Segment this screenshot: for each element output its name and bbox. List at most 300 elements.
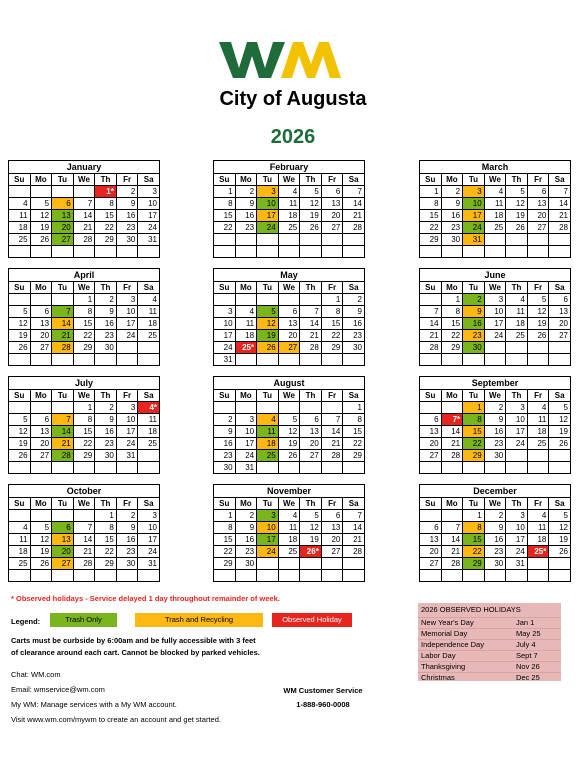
day-cell: 20	[30, 330, 52, 342]
day-cell: 16	[235, 210, 257, 222]
day-cell: 31	[463, 234, 485, 246]
day-cell: 29	[214, 558, 236, 570]
customer-service-label: WM Customer Service	[283, 686, 363, 695]
day-cell: 13	[52, 210, 74, 222]
day-cell: 2	[95, 402, 117, 414]
visit-line: Visit www.wm.com/mywm to create an account and get started.	[11, 715, 221, 724]
weekday-header: Su	[9, 498, 31, 510]
day-cell: 26	[9, 342, 31, 354]
empty-cell	[9, 246, 31, 258]
weekday-header: Mo	[441, 498, 463, 510]
weekday-header: Tu	[463, 390, 485, 402]
day-cell: 12	[300, 522, 322, 534]
holiday-date: July 4	[516, 640, 536, 649]
day-cell: 3	[214, 306, 236, 318]
day-cell: 4	[9, 198, 31, 210]
day-cell: 7	[300, 306, 322, 318]
empty-cell	[441, 402, 463, 414]
empty-cell	[116, 570, 138, 582]
holiday-name: Labor Day	[421, 651, 456, 660]
day-cell: 31	[116, 450, 138, 462]
day-cell: 3	[138, 186, 160, 198]
empty-cell	[343, 462, 365, 474]
day-cell: 17	[235, 438, 257, 450]
day-cell: 19	[9, 438, 31, 450]
day-cell: 10	[484, 306, 506, 318]
holiday-name: Memorial Day	[421, 629, 468, 638]
empty-cell	[420, 246, 442, 258]
weekday-header: Tu	[52, 174, 74, 186]
day-cell: 21	[343, 210, 365, 222]
day-cell: 4	[278, 186, 300, 198]
day-cell: 23	[116, 222, 138, 234]
day-cell: 16	[116, 534, 138, 546]
day-cell: 14	[300, 318, 322, 330]
month-name: July	[8, 376, 160, 389]
empty-cell	[52, 246, 74, 258]
empty-cell	[73, 510, 95, 522]
day-cell: 9	[484, 522, 506, 534]
weekday-header: Fr	[527, 390, 549, 402]
weekday-header: Mo	[30, 390, 52, 402]
empty-cell	[95, 462, 117, 474]
empty-cell	[506, 570, 528, 582]
empty-cell	[300, 354, 322, 366]
empty-cell	[343, 354, 365, 366]
weekday-header: Sa	[549, 174, 571, 186]
legend-recycling: Trash and Recycling	[135, 613, 263, 627]
day-cell: 12	[30, 210, 52, 222]
day-cell: 20	[420, 546, 442, 558]
empty-cell	[441, 462, 463, 474]
day-cell: 8	[73, 414, 95, 426]
weekday-header: Su	[420, 498, 442, 510]
day-cell: 1	[73, 402, 95, 414]
weekday-header: Sa	[343, 390, 365, 402]
empty-cell	[257, 246, 279, 258]
day-cell: 25*	[527, 546, 549, 558]
weekday-header: Mo	[235, 498, 257, 510]
day-cell: 21	[73, 546, 95, 558]
empty-cell	[343, 558, 365, 570]
day-cell: 4	[138, 294, 160, 306]
weekday-header: Th	[95, 174, 117, 186]
empty-cell	[506, 342, 528, 354]
day-cell: 15	[321, 318, 343, 330]
month-march	[419, 160, 571, 258]
empty-cell	[527, 246, 549, 258]
day-cell: 27	[321, 222, 343, 234]
weekday-header: Sa	[138, 174, 160, 186]
day-cell: 1	[420, 186, 442, 198]
day-cell: 27	[420, 558, 442, 570]
empty-cell	[484, 234, 506, 246]
day-cell: 21	[321, 438, 343, 450]
weekday-header: Su	[9, 282, 31, 294]
day-cell: 25	[9, 558, 31, 570]
weekday-header: Sa	[343, 174, 365, 186]
empty-cell	[52, 402, 74, 414]
day-cell: 3	[463, 186, 485, 198]
empty-cell	[214, 246, 236, 258]
day-cell: 7	[52, 414, 74, 426]
curbside-line-2: of clearance around each cart. Cannot be blocked by parked vehicles.	[11, 648, 260, 657]
day-cell: 29	[321, 342, 343, 354]
day-cell: 30	[441, 234, 463, 246]
day-cell: 30	[463, 342, 485, 354]
empty-cell	[30, 402, 52, 414]
day-cell: 7	[549, 186, 571, 198]
day-cell: 19	[549, 426, 571, 438]
day-cell: 10	[463, 198, 485, 210]
day-cell: 6	[52, 198, 74, 210]
weekday-header: We	[73, 390, 95, 402]
day-cell: 22	[214, 222, 236, 234]
day-cell: 19	[527, 318, 549, 330]
day-cell: 23	[235, 546, 257, 558]
day-cell: 23	[484, 438, 506, 450]
day-cell: 20	[549, 318, 571, 330]
day-cell: 28	[73, 234, 95, 246]
weekday-header: Th	[506, 174, 528, 186]
weekday-header: Th	[506, 282, 528, 294]
weekday-header: Su	[214, 390, 236, 402]
empty-cell	[116, 246, 138, 258]
day-cell: 2	[463, 294, 485, 306]
day-cell: 7	[52, 306, 74, 318]
day-cell: 22	[214, 546, 236, 558]
empty-cell	[95, 354, 117, 366]
empty-cell	[463, 462, 485, 474]
day-cell: 14	[549, 198, 571, 210]
day-cell: 5	[30, 522, 52, 534]
empty-cell	[321, 558, 343, 570]
day-cell: 22	[73, 330, 95, 342]
month-june	[419, 268, 571, 366]
weekday-header: Tu	[463, 282, 485, 294]
day-cell: 22	[441, 330, 463, 342]
day-cell: 26	[549, 438, 571, 450]
day-cell: 8	[420, 198, 442, 210]
day-cell: 28	[420, 342, 442, 354]
day-cell: 5	[527, 294, 549, 306]
day-cell: 18	[527, 426, 549, 438]
day-cell: 6	[278, 306, 300, 318]
day-cell: 31	[506, 558, 528, 570]
day-cell: 18	[527, 534, 549, 546]
day-cell: 20	[321, 210, 343, 222]
day-cell: 30	[235, 558, 257, 570]
empty-cell	[235, 570, 257, 582]
month-name: November	[213, 484, 365, 497]
day-cell: 5	[506, 186, 528, 198]
empty-cell	[484, 246, 506, 258]
day-cell: 15	[463, 534, 485, 546]
day-cell: 27	[30, 342, 52, 354]
weekday-header: Th	[300, 498, 322, 510]
day-cell: 1	[73, 294, 95, 306]
day-cell: 9	[95, 306, 117, 318]
day-cell: 26	[257, 342, 279, 354]
empty-cell	[441, 246, 463, 258]
day-cell: 17	[506, 534, 528, 546]
weekday-header: Tu	[52, 282, 74, 294]
empty-cell	[527, 462, 549, 474]
day-cell: 29	[95, 558, 117, 570]
day-cell: 1	[463, 402, 485, 414]
day-cell: 14	[73, 534, 95, 546]
weekday-header: Mo	[235, 174, 257, 186]
day-cell: 25	[484, 222, 506, 234]
day-cell: 23	[343, 330, 365, 342]
empty-cell	[321, 246, 343, 258]
day-cell: 13	[549, 306, 571, 318]
day-cell: 16	[441, 210, 463, 222]
empty-cell	[138, 570, 160, 582]
day-cell: 5	[30, 198, 52, 210]
empty-cell	[257, 558, 279, 570]
weekday-header: Fr	[527, 498, 549, 510]
empty-cell	[321, 234, 343, 246]
day-cell: 4	[9, 522, 31, 534]
month-name: December	[419, 484, 571, 497]
day-cell: 30	[484, 558, 506, 570]
day-cell: 4	[278, 510, 300, 522]
day-cell: 2	[484, 402, 506, 414]
day-cell: 24	[463, 222, 485, 234]
day-cell: 15	[73, 426, 95, 438]
empty-cell	[420, 294, 442, 306]
day-cell: 28	[441, 450, 463, 462]
day-cell: 18	[9, 546, 31, 558]
empty-cell	[549, 462, 571, 474]
day-cell: 20	[52, 222, 74, 234]
day-cell: 3	[116, 294, 138, 306]
holiday-date: May 25	[516, 629, 541, 638]
day-cell: 14	[420, 318, 442, 330]
day-cell: 29	[463, 450, 485, 462]
weekday-header: Mo	[441, 174, 463, 186]
day-cell: 14	[441, 534, 463, 546]
month-name: August	[213, 376, 365, 389]
legend-trash: Trash Only	[50, 613, 117, 627]
day-cell: 14	[343, 198, 365, 210]
day-cell: 28	[549, 222, 571, 234]
day-cell: 30	[116, 558, 138, 570]
day-cell: 10	[506, 414, 528, 426]
empty-cell	[73, 354, 95, 366]
day-cell: 25	[138, 330, 160, 342]
day-cell: 16	[235, 534, 257, 546]
day-cell: 21	[52, 330, 74, 342]
empty-cell	[420, 354, 442, 366]
weekday-header: We	[484, 498, 506, 510]
day-cell: 19	[300, 210, 322, 222]
day-cell: 29	[73, 342, 95, 354]
day-cell: 12	[278, 426, 300, 438]
holiday-row	[418, 661, 561, 672]
day-cell: 10	[116, 306, 138, 318]
empty-cell	[549, 234, 571, 246]
empty-cell	[9, 402, 31, 414]
day-cell: 15	[343, 426, 365, 438]
empty-cell	[278, 462, 300, 474]
holiday-row	[418, 617, 561, 628]
empty-cell	[300, 570, 322, 582]
weekday-header: Th	[506, 498, 528, 510]
empty-cell	[527, 234, 549, 246]
day-cell: 3	[138, 510, 160, 522]
empty-cell	[278, 354, 300, 366]
empty-cell	[527, 450, 549, 462]
day-cell: 31	[214, 354, 236, 366]
day-cell: 15	[463, 426, 485, 438]
day-cell: 6	[321, 186, 343, 198]
day-cell: 21	[52, 438, 74, 450]
day-cell: 5	[257, 306, 279, 318]
empty-cell	[321, 570, 343, 582]
weekday-header: Fr	[527, 174, 549, 186]
day-cell: 28	[343, 222, 365, 234]
observed-holidays-box	[418, 603, 561, 681]
empty-cell	[549, 342, 571, 354]
day-cell: 25	[9, 234, 31, 246]
day-cell: 17	[138, 210, 160, 222]
day-cell: 6	[30, 414, 52, 426]
weekday-header: Th	[300, 282, 322, 294]
day-cell: 24	[506, 438, 528, 450]
day-cell: 21	[300, 330, 322, 342]
day-cell: 8	[73, 306, 95, 318]
empty-cell	[235, 402, 257, 414]
day-cell: 27	[549, 330, 571, 342]
day-cell: 24	[138, 222, 160, 234]
day-cell: 22	[321, 330, 343, 342]
day-cell: 6	[420, 522, 442, 534]
day-cell: 16	[214, 438, 236, 450]
day-cell: 18	[484, 210, 506, 222]
day-cell: 16	[343, 318, 365, 330]
day-cell: 28	[343, 546, 365, 558]
day-cell: 8	[343, 414, 365, 426]
day-cell: 27	[52, 558, 74, 570]
day-cell: 3	[235, 414, 257, 426]
weekday-header: Su	[420, 174, 442, 186]
holidays-box-title: 2026 OBSERVED HOLIDAYS	[421, 605, 521, 614]
empty-cell	[116, 462, 138, 474]
day-cell: 16	[484, 426, 506, 438]
month-july	[8, 376, 160, 474]
day-cell: 22	[463, 438, 485, 450]
day-cell: 3	[506, 402, 528, 414]
empty-cell	[463, 246, 485, 258]
month-october	[8, 484, 160, 582]
day-cell: 8	[95, 522, 117, 534]
day-cell: 15	[441, 318, 463, 330]
day-cell: 24	[235, 450, 257, 462]
weekday-header: Th	[95, 498, 117, 510]
day-cell: 11	[138, 306, 160, 318]
empty-cell	[52, 354, 74, 366]
empty-cell	[549, 558, 571, 570]
day-cell: 27	[321, 546, 343, 558]
day-cell: 20	[527, 210, 549, 222]
day-cell: 10	[506, 522, 528, 534]
empty-cell	[300, 558, 322, 570]
empty-cell	[420, 510, 442, 522]
day-cell: 22	[73, 438, 95, 450]
empty-cell	[257, 402, 279, 414]
day-cell: 12	[9, 318, 31, 330]
day-cell: 26	[30, 234, 52, 246]
day-cell: 20	[278, 330, 300, 342]
day-cell: 14	[321, 426, 343, 438]
day-cell: 11	[278, 198, 300, 210]
month-january	[8, 160, 160, 258]
day-cell: 6	[549, 294, 571, 306]
weekday-header: Su	[420, 390, 442, 402]
day-cell: 13	[30, 318, 52, 330]
weekday-header: Tu	[463, 174, 485, 186]
day-cell: 28	[321, 450, 343, 462]
day-cell: 25	[257, 450, 279, 462]
day-cell: 19	[506, 210, 528, 222]
empty-cell	[257, 570, 279, 582]
day-cell: 28	[73, 558, 95, 570]
weekday-header: Th	[506, 390, 528, 402]
weekday-header: Fr	[527, 282, 549, 294]
weekday-header: We	[278, 498, 300, 510]
day-cell: 21	[441, 546, 463, 558]
day-cell: 19	[278, 438, 300, 450]
day-cell: 25	[527, 438, 549, 450]
empty-cell	[9, 510, 31, 522]
weekday-header: Mo	[30, 498, 52, 510]
day-cell: 9	[235, 198, 257, 210]
weekday-header: Su	[214, 282, 236, 294]
day-cell: 27	[300, 450, 322, 462]
empty-cell	[300, 462, 322, 474]
weekday-header: Tu	[257, 174, 279, 186]
day-cell: 23	[484, 546, 506, 558]
day-cell: 17	[484, 318, 506, 330]
day-cell: 4	[527, 510, 549, 522]
day-cell: 9	[484, 414, 506, 426]
month-august	[213, 376, 365, 474]
empty-cell	[343, 246, 365, 258]
empty-cell	[278, 402, 300, 414]
weekday-header: Fr	[321, 282, 343, 294]
day-cell: 26	[549, 546, 571, 558]
holiday-name: Independence Day	[421, 640, 484, 649]
day-cell: 14	[441, 426, 463, 438]
month-name: April	[8, 268, 160, 281]
holiday-note: * Observed holidays - Service delayed 1 day throughout remainder of week.	[11, 594, 280, 603]
empty-cell	[278, 246, 300, 258]
legend-label: Legend:	[11, 617, 41, 626]
empty-cell	[52, 570, 74, 582]
day-cell: 5	[549, 402, 571, 414]
weekday-header: We	[484, 390, 506, 402]
empty-cell	[441, 354, 463, 366]
day-cell: 22	[95, 222, 117, 234]
day-cell: 2	[116, 510, 138, 522]
day-cell: 21	[420, 330, 442, 342]
day-cell: 20	[321, 534, 343, 546]
day-cell: 18	[9, 222, 31, 234]
day-cell: 24	[257, 222, 279, 234]
day-cell: 26	[506, 222, 528, 234]
